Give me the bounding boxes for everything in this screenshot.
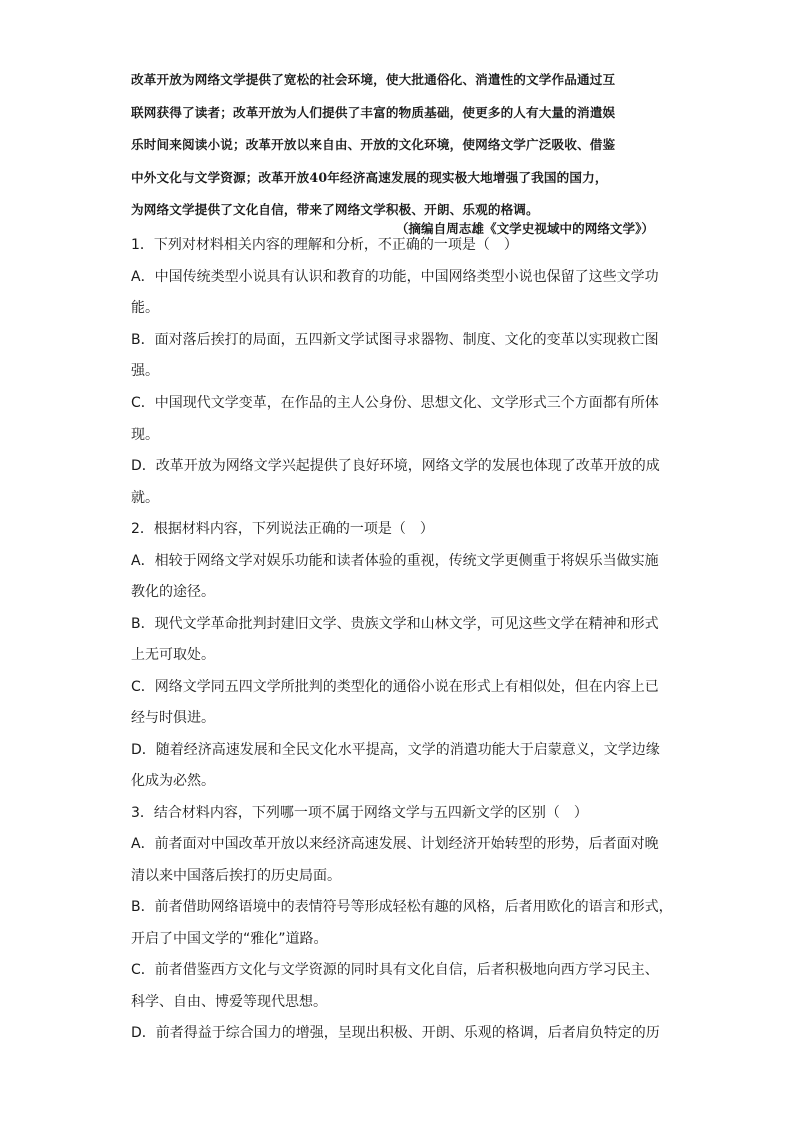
option-line: 就。 (131, 490, 159, 506)
option-line: D．随着经济高速发展和全民文化水平提高，文学的消遣功能大于启蒙意义，文学边缘 (131, 742, 660, 758)
question-stem: 1．下列对材料相关内容的理解和分析，不正确的一项是（ ） (131, 237, 518, 253)
option-line: 教化的途径。 (131, 584, 215, 600)
option-line: C．中国现代文学变革，在作品的主人公身份、思想文化、文学形式三个方面都有所体 (131, 395, 659, 411)
option-line: D．改革开放为网络文学兴起提供了良好环境，网络文学的发展也体现了改革开放的成 (131, 458, 660, 474)
option-line: A．前者面对中国改革开放以来经济高速发展、计划经济开始转型的形势，后者面对晚 (131, 836, 659, 852)
option-line: 强。 (131, 363, 159, 379)
option-line: B．现代文学革命批判封建旧文学、贵族文学和山林文学，可见这些文学在精神和形式 (131, 616, 659, 632)
passage-source: （摘编自周志雄《文学史视域中的网络文学》） (395, 221, 654, 236)
option-line: 清以来中国落后挨打的历史局面。 (131, 868, 341, 884)
option-line: 科学、自由、博爱等现代思想。 (131, 994, 327, 1010)
passage-line: 中外文化与文学资源；改革开放40年经济高速发展的现实极大地增强了我国的国力， (131, 169, 608, 185)
passage-line: 乐时间来阅读小说；改革开放以来自由、开放的文化环境，使网络文学广泛吸收、借鉴 (131, 137, 616, 152)
option-line: 能。 (131, 300, 159, 316)
option-line: 开启了中国文学的“雅化”道路。 (131, 931, 328, 947)
passage-line: 为网络文学提供了文化自信，带来了网络文学积极、开朗、乐观的格调。 (131, 202, 539, 217)
question-stem: 3．结合材料内容，下列哪一项不属于网络文学与五四新文学的区别（ ） (131, 805, 588, 821)
option-line: C．网络文学同五四文学所批判的类型化的通俗小说在形式上有相似处，但在内容上已 (131, 679, 659, 695)
option-line: 现。 (131, 427, 159, 443)
option-line: A．相较于网络文学对娱乐功能和读者体验的重视，传统文学更侧重于将娱乐当做实施 (131, 553, 659, 569)
passage-line: 联网获得了读者；改革开放为人们提供了丰富的物质基础，使更多的人有大量的消遣娱 (131, 104, 616, 120)
option-line: 化成为必然。 (131, 773, 215, 789)
question-stem: 2．根据材料内容，下列说法正确的一项是（ ） (131, 521, 434, 537)
option-line: 上无可取处。 (131, 647, 215, 663)
option-line: D．前者得益于综合国力的增强，呈现出积极、开朗、乐观的格调，后者肩负特定的历 (131, 1025, 660, 1041)
option-line: C．前者借鉴西方文化与文学资源的同时具有文化自信，后者积极地向西方学习民主、 (131, 962, 659, 978)
option-line: B．前者借助网络语境中的表情符号等形成轻松有趣的风格，后者用欧化的语言和形式， (131, 899, 673, 915)
option-line: 经与时俱进。 (131, 710, 215, 726)
option-line: A．中国传统类型小说具有认识和教育的功能，中国网络类型小说也保留了这些文学功 (131, 269, 659, 285)
option-line: B．面对落后挨打的局面，五四新文学试图寻求器物、制度、文化的变革以实现救亡图 (131, 332, 659, 348)
passage-line: 改革开放为网络文学提供了宽松的社会环境，使大批通俗化、消遣性的文学作品通过互 (131, 72, 616, 87)
passage-excerpt (131, 64, 671, 227)
